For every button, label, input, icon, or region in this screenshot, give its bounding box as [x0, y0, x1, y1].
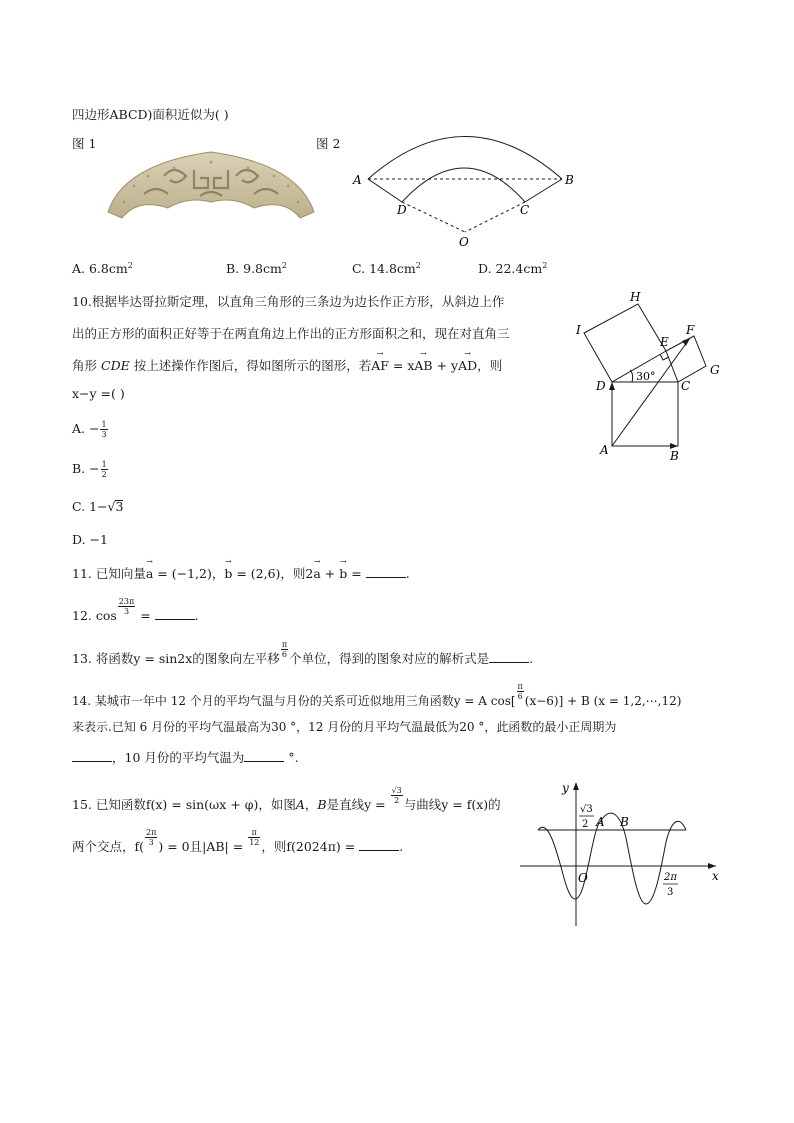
- point-a-label: A: [596, 815, 605, 829]
- point-b-label: B: [620, 815, 629, 829]
- label-e: E: [660, 335, 669, 349]
- point-d-label: D: [397, 203, 407, 217]
- q15-sine-graph: [520, 778, 730, 930]
- q10-line-4: x−y =( ): [72, 386, 125, 401]
- q13-line: 13. 将函数y = sin2x的图象向左平移 $\frac{\pi}{6}$ 个单位，得到的图象对应的解析式是 .: [72, 640, 534, 666]
- label-d: D: [596, 379, 606, 393]
- y-axis-arrow: [573, 782, 579, 790]
- edge-ad: [368, 179, 402, 202]
- q9-option-b: B. $9.8cm^2$: [226, 261, 287, 277]
- q13-answer-blank: [489, 651, 529, 663]
- q11-line: 11. 已知向量→ a = (−1,2)，→ b = (2,6)，则2→ a + → b = .: [72, 564, 410, 582]
- q14-answer-blank-1: [72, 750, 112, 762]
- label-g: G: [710, 363, 720, 377]
- q10-option-a: A. − $\frac{1}{3}$: [72, 420, 107, 439]
- q14-answer-blank-2: [244, 750, 284, 762]
- outer-arc: [368, 137, 562, 180]
- angle-label: 30°: [636, 370, 656, 383]
- q10-line-3: 角形 CDE 按上述操作作图后，得如图所示的图形，若→ AF = x→ AB + y→ AD，则: [72, 356, 502, 374]
- label-i: I: [576, 323, 581, 337]
- label-c: C: [681, 379, 691, 393]
- q10-option-b: B. − $\frac{1}{2}$: [72, 460, 107, 479]
- square-on-dc: [612, 382, 678, 446]
- q10-pythagorean-figure: [570, 286, 730, 466]
- point-o-label: O: [459, 235, 469, 249]
- q12-line: 12. cos $\frac{23\pi}{3}$ = .: [72, 597, 199, 623]
- sine-curve: [538, 813, 686, 904]
- x-tick-denominator: 3: [667, 887, 674, 898]
- point-b-label: B: [565, 173, 574, 187]
- q15-line-2: 两个交点，f( $\frac{2\pi}{3}$ ) = 0且|AB| = $\frac{\pi}{12}$ ，则f(2024π) = .: [72, 828, 404, 854]
- arrow-ad: [609, 382, 615, 390]
- y-level-numerator: √3: [580, 804, 593, 815]
- label-a: A: [600, 443, 609, 457]
- q11-answer-blank: [366, 566, 406, 578]
- q14-line-1: 14. 某城市一年中 12 个月的平均气温与月份的关系可近似地用三角函数y = A cos[ $\frac{\pi}{6}$ (x−6)] + B (x = 1,2,⋯,12): [72, 682, 682, 708]
- q10-option-c: C. 1−√3: [72, 499, 124, 514]
- q15-answer-blank: [359, 839, 399, 851]
- x-axis-label: x: [712, 869, 719, 883]
- q9-option-c: C. $14.8cm^2$: [352, 261, 421, 277]
- q10-option-d: D. −1: [72, 532, 108, 547]
- inner-arc: [402, 168, 525, 202]
- q10-line-1: 10.根据毕达哥拉斯定理，以直角三角形的三条边为边长作正方形，从斜边上作: [72, 294, 505, 309]
- q15-line-1: 15. 已知函数f(x) = sin(ωx + φ)，如图A，B是直线y = $\frac{√3}{2}$ 与曲线y = f(x)的: [72, 786, 501, 812]
- y-axis-label: y: [562, 781, 569, 795]
- q14-line-3: ，10 月份的平均气温为 °.: [72, 748, 299, 766]
- point-c-label: C: [520, 203, 530, 217]
- q9-option-d: D. $22.4cm^2$: [478, 261, 548, 277]
- point-a-label: A: [353, 173, 362, 187]
- q12-answer-blank: [155, 608, 195, 620]
- x-tick-numerator: 2π: [664, 872, 677, 883]
- figure-2-label: 图 2: [316, 136, 341, 151]
- origin-label: O: [578, 871, 588, 885]
- jade-artifact-image: [104, 146, 318, 224]
- label-f: F: [686, 323, 695, 337]
- figure-2-sector-diagram: [345, 124, 585, 254]
- arrow-af: [682, 338, 690, 346]
- edge-bc: [525, 179, 562, 202]
- q14-line-2: 来表示.已知 6 月份的平均气温最高为30 °，12 月份的月平均气温最低为20 °，此函数的最小正周期为: [72, 720, 617, 734]
- label-h: H: [630, 290, 641, 304]
- figure-1-label: 图 1: [72, 136, 97, 151]
- label-b: B: [670, 449, 679, 463]
- radius-co: [465, 202, 525, 232]
- q10-line-2: 出的正方形的面积正好等于在两直角边上作出的正方形面积之和，现在对直角三: [72, 326, 510, 341]
- q9-stem: 四边形ABCD)面积近似为( ): [72, 107, 229, 122]
- q9-option-a: A. $6.8cm^2$: [72, 261, 133, 277]
- radius-do: [402, 202, 465, 232]
- y-level-denominator: 2: [582, 819, 589, 830]
